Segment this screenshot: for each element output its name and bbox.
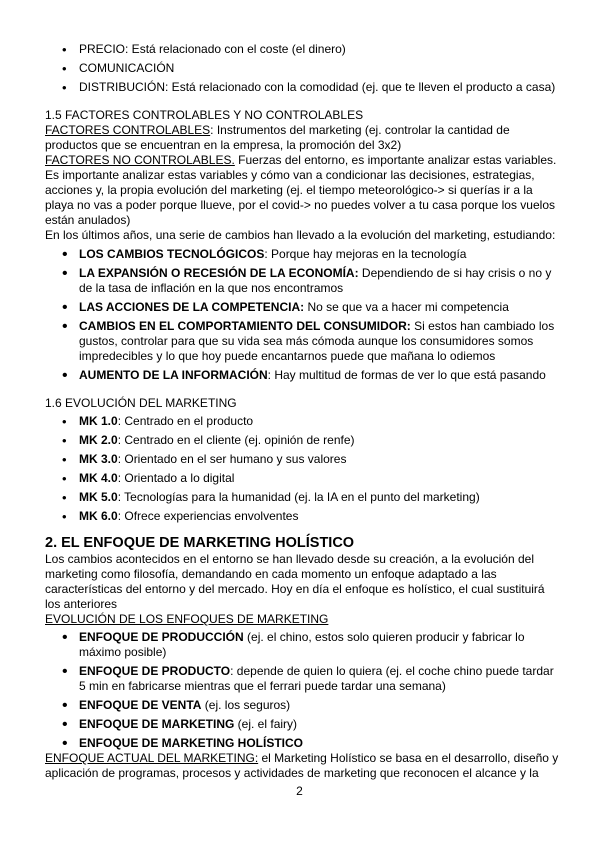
list-item-text: : Está relacionado con la comodidad (ej. que te lleven el producto a casa) xyxy=(165,80,556,94)
list-item-text: Dependiendo de si hay crisis o no y de la tasa de inflación en la que nos encontramos xyxy=(79,266,552,295)
section-2-heading: 2. EL ENFOQUE DE MARKETING HOLÍSTICO xyxy=(45,535,355,551)
list-item xyxy=(45,630,563,660)
list-item xyxy=(45,368,563,383)
section-2-paragraph: Los cambios acontecidos en el entorno se han llevado desde su creación, a la evolución del marketing como filosofía, demandando en cada momento un enfoque adaptado a las características del entorno y del mercado. Hoy en día el enfoque es holístico, el cual sustituirá los anteriores xyxy=(45,552,545,611)
list-item-label: ENFOQUE DE MARKETING HOLÍSTICO xyxy=(79,736,304,750)
list-item-text: : Centrado en el producto xyxy=(117,414,254,428)
list-item xyxy=(45,664,563,694)
list-item xyxy=(45,452,563,467)
list-item-label: DISTRIBUCIÓN xyxy=(79,80,166,94)
list-item-text: : Ofrece experiencias envolventes xyxy=(117,509,299,523)
list-item-text: (ej. el fairy) xyxy=(234,717,298,731)
list-item-text: (ej. el chino, estos solo quieren producir y fabricar lo máximo posible) xyxy=(79,630,525,659)
list-item-label: ENFOQUE DE PRODUCCIÓN xyxy=(79,630,244,644)
enfoques-list xyxy=(45,630,563,751)
list-item-label: LAS ACCIONES DE LA COMPETENCIA: xyxy=(79,300,305,314)
enfoque-actual-paragraph xyxy=(45,751,563,781)
list-item xyxy=(45,319,563,364)
factores-no-controlables-label: FACTORES NO CONTROLABLES. xyxy=(45,153,235,167)
list-item xyxy=(45,471,563,486)
list-item-label: MK 3.0 xyxy=(79,452,118,466)
enfoque-actual-label: ENFOQUE ACTUAL DEL MARKETING: xyxy=(45,751,259,765)
list-item-text: : Hay multitud de formas de ver lo que está pasando xyxy=(267,368,546,382)
list-item-label: ENFOQUE DE VENTA xyxy=(79,698,202,712)
mk-list xyxy=(45,414,563,524)
list-item-text: : Tecnologías para la humanidad (ej. la IA en el punto del marketing) xyxy=(117,490,480,504)
list-item xyxy=(45,61,563,76)
list-item-label: MK 2.0 xyxy=(79,433,118,447)
factores-no-controlables-paragraph xyxy=(45,153,563,228)
list-item-text: No se que va a hacer mi competencia xyxy=(304,300,509,314)
factores-controlables-label: FACTORES CONTROLABLES xyxy=(45,123,211,137)
evolution-intro: En los últimos años, una serie de cambios han llevado a la evolución del marketing, estudiando: xyxy=(45,228,556,242)
list-item-text: : Orientado en el ser humano y sus valores xyxy=(117,452,347,466)
list-item-text: (ej. los seguros) xyxy=(201,698,291,712)
list-item xyxy=(45,698,563,713)
list-item-label: CAMBIOS EN EL COMPORTAMIENTO DEL CONSUMIDOR: xyxy=(79,319,411,333)
list-item-text: : Centrado en el cliente (ej. opinión de renfe) xyxy=(117,433,355,447)
list-item-text: : depende de quien lo quiera (ej. el coche chino puede tardar 5 min en fabricarse mientras que el ferrari puede tardar una semana) xyxy=(79,664,554,693)
list-item-label: MK 5.0 xyxy=(79,490,118,504)
list-item-label: MK 6.0 xyxy=(79,509,118,523)
factores-controlables-paragraph xyxy=(45,123,563,153)
list-item xyxy=(45,717,563,732)
list-item xyxy=(45,266,563,296)
list-item-label: COMUNICACIÓN xyxy=(79,61,175,75)
list-item xyxy=(45,414,563,429)
top-list xyxy=(45,42,563,95)
list-item xyxy=(45,490,563,505)
list-item-label: AUMENTO DE LA INFORMACIÓN xyxy=(79,368,268,382)
enfoque-actual-text: el Marketing Holístico se basa en el desarrollo, diseño y aplicación de programas, procesos y actividades de marketing que reconocen el alcance y la xyxy=(45,751,559,780)
page-number: 2 xyxy=(296,784,303,798)
list-item xyxy=(45,736,563,751)
section-1-6-title: 1.6 EVOLUCIÓN DEL MARKETING xyxy=(45,396,237,410)
list-item-text: : Orientado a lo digital xyxy=(117,471,235,485)
document-page xyxy=(45,36,563,781)
factores-controlables-text: : Instrumentos del marketing (ej. controlar la cantidad de productos que se encuentran en la empresa, la promoción del 3x2) xyxy=(45,123,510,152)
list-item-text: Si estos han cambiado los gustos, controlar para que su vida sea más cómoda aunque los consumidores somos impredecibles y lo que hoy puede encantarnos puede que mañana lo odiemos xyxy=(79,319,555,363)
list-item-label: MK 4.0 xyxy=(79,471,118,485)
list-item xyxy=(45,300,563,315)
list-item-label: LA EXPANSIÓN O RECESIÓN DE LA ECONOMÍA: xyxy=(79,266,359,280)
list-item-label: PRECIO xyxy=(79,42,126,56)
list-item xyxy=(45,42,563,57)
list-item-label: LOS CAMBIOS TECNOLÓGICOS xyxy=(79,247,265,261)
list-item-label: ENFOQUE DE MARKETING xyxy=(79,717,235,731)
list-item-label: ENFOQUE DE PRODUCTO xyxy=(79,664,231,678)
list-item xyxy=(45,247,563,262)
list-item-text: : Está relacionado con el coste (el dinero) xyxy=(125,42,346,56)
list-item xyxy=(45,433,563,448)
list-item xyxy=(45,80,563,95)
list-item xyxy=(45,509,563,524)
factores-no-controlables-text: Fuerzas del entorno, es importante analizar estas variables. Es importante analizar estas variables y cómo van a condicionar las decisiones, estrategias, acciones y, la propia evolución del marketing (ej. el tiempo meteorológico-> si querías ir a la playa no vas a poder porque llueve, por el covid-> no puedes volver a tu casa porque los vuelos están anulados) xyxy=(45,153,557,227)
list-item-text: : Porque hay mejoras en la tecnología xyxy=(264,247,467,261)
section-1-5-title: 1.5 FACTORES CONTROLABLES Y NO CONTROLABLES xyxy=(45,108,364,122)
enfoques-subheading: EVOLUCIÓN DE LOS ENFOQUES DE MARKETING xyxy=(45,612,329,626)
list-item-label: MK 1.0 xyxy=(79,414,118,428)
cambios-list xyxy=(45,247,563,383)
